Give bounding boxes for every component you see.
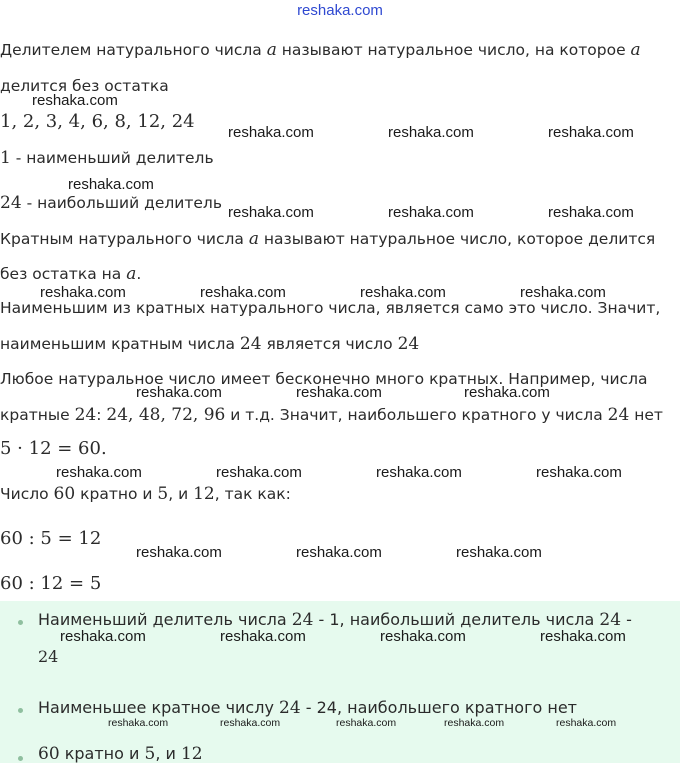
colon: : [96,406,107,424]
max-divisor-text: - наибольший делитель [21,194,222,212]
multiple-statement [0,484,291,504]
watermark: reshaka.com [200,284,286,301]
watermark: reshaka.com [108,717,169,729]
summary2-prefix: Наименьшее кратное числу [38,698,280,717]
statement-prefix: Число [0,485,54,503]
min-divisor [0,148,214,168]
infinite-prefix: кратные [0,406,75,424]
divisor-def-prefix: Делителем натурального числа [0,41,267,59]
num-24: 24 [397,334,420,354]
multiple-def-line2-prefix: без остатка на [0,265,127,283]
num-12: 12 [193,484,215,504]
watermark: reshaka.com [56,464,142,481]
watermark: reshaka.com [68,176,154,193]
watermark: reshaka.com [548,124,634,141]
watermark: reshaka.com [536,464,622,481]
var-a: a [126,264,137,284]
watermark: reshaka.com [464,384,550,401]
watermark: reshaka.com [60,628,146,645]
summary-item-1-line2: 24 [38,647,59,666]
least-multiple-prefix: наименьшим кратным числа [0,335,240,353]
var-a: a [248,229,259,249]
bullet-icon [18,708,23,713]
least-multiple-line1: Наименьшим из кратных натурального числа, является само это число. Значит, [0,299,661,317]
product-equation: 5 · 12 = 60. [0,438,107,459]
site-header-link[interactable]: reshaka.com [297,2,383,19]
watermark: reshaka.com [548,204,634,221]
watermark: reshaka.com [444,717,505,729]
watermark: reshaka.com [136,544,222,561]
watermark: reshaka.com [520,284,606,301]
min-divisor-text: - наименьший делитель [10,149,214,167]
num-24: 24 [607,405,630,425]
num-60: 60 [53,484,76,504]
infinite-multiples-line1: Любое натуральное число имеет бесконечно много кратных. Например, числа [0,370,648,388]
watermark: reshaka.com [228,124,314,141]
summary-item-2 [38,698,577,718]
infinite-suffix: нет [629,406,663,424]
summary-item-1-line1 [38,610,632,630]
watermark: reshaka.com [136,384,222,401]
summary1-middle: - 1, наибольший делитель числа [313,610,600,629]
infinite-multiples-line2 [0,405,663,425]
divisor-definition-line1 [0,40,641,60]
num-5: 5 [157,484,169,504]
watermark: reshaka.com [360,284,446,301]
statement-middle1: кратно и [75,485,158,503]
multiple-def-prefix: Кратным натурального числа [0,230,249,248]
num-24: 24 [279,698,301,718]
watermark: reshaka.com [228,204,314,221]
watermark: reshaka.com [32,92,118,109]
watermark: reshaka.com [380,628,466,645]
watermark: reshaka.com [296,384,382,401]
watermark: reshaka.com [220,628,306,645]
summary1-prefix: Наименьший делитель числа [38,610,292,629]
num-24: 24 [291,610,314,630]
least-multiple-middle: является число [261,335,398,353]
watermark: reshaka.com [456,544,542,561]
equation-60-div-12: 60 : 12 = 5 [0,573,102,594]
infinite-middle: и т.д. Значит, наибольшего кратного у числа [225,406,608,424]
watermark: reshaka.com [220,717,281,729]
watermark: reshaka.com [388,204,474,221]
statement-suffix: , так как: [214,485,291,503]
summary3-middle: кратно и [59,744,145,763]
bullet-icon [18,756,23,761]
num-24: 24 [74,405,97,425]
equation-60-div-5: 60 : 5 = 12 [0,528,102,549]
watermark: reshaka.com [388,124,474,141]
num-60: 60 [38,744,60,764]
multiple-definition-line1 [0,229,655,249]
summary1-dash: - [621,610,632,629]
divisor-definition-line2: делится без остатка [0,77,169,95]
watermark: reshaka.com [540,628,626,645]
summary-item-3 [38,744,203,764]
summary2-middle: - 24, наибольшего кратного нет [300,698,577,717]
num-24: 24 [239,334,262,354]
watermark: reshaka.com [336,717,397,729]
watermark: reshaka.com [40,284,126,301]
watermark: reshaka.com [296,544,382,561]
watermark: reshaka.com [556,717,617,729]
max-divisor-num: 24 [0,193,22,213]
summary-block [0,601,680,763]
max-divisor [0,193,222,213]
divisor-def-middle: называют натуральное число, на которое [276,41,631,59]
num-5: 5 [144,744,156,764]
watermark: reshaka.com [376,464,462,481]
num-24: 24 [599,610,622,630]
least-multiple-line2 [0,334,419,354]
multiple-definition-line2 [0,264,141,284]
var-a: a [266,40,277,60]
num-12: 12 [180,744,203,764]
summary3-middle2: , и [155,744,181,763]
multiple-def-suffix: называют натуральное число, которое делится [258,230,656,248]
statement-middle2: , и [168,485,194,503]
multiples-list: 24, 48, 72, 96 [106,405,226,425]
watermark: reshaka.com [216,464,302,481]
divisors-list: 1, 2, 3, 4, 6, 8, 12, 24 [0,111,195,132]
bullet-icon [18,620,23,625]
multiple-def-line2-suffix: . [136,265,142,283]
var-a: a [630,40,641,60]
min-divisor-num: 1 [0,148,11,168]
